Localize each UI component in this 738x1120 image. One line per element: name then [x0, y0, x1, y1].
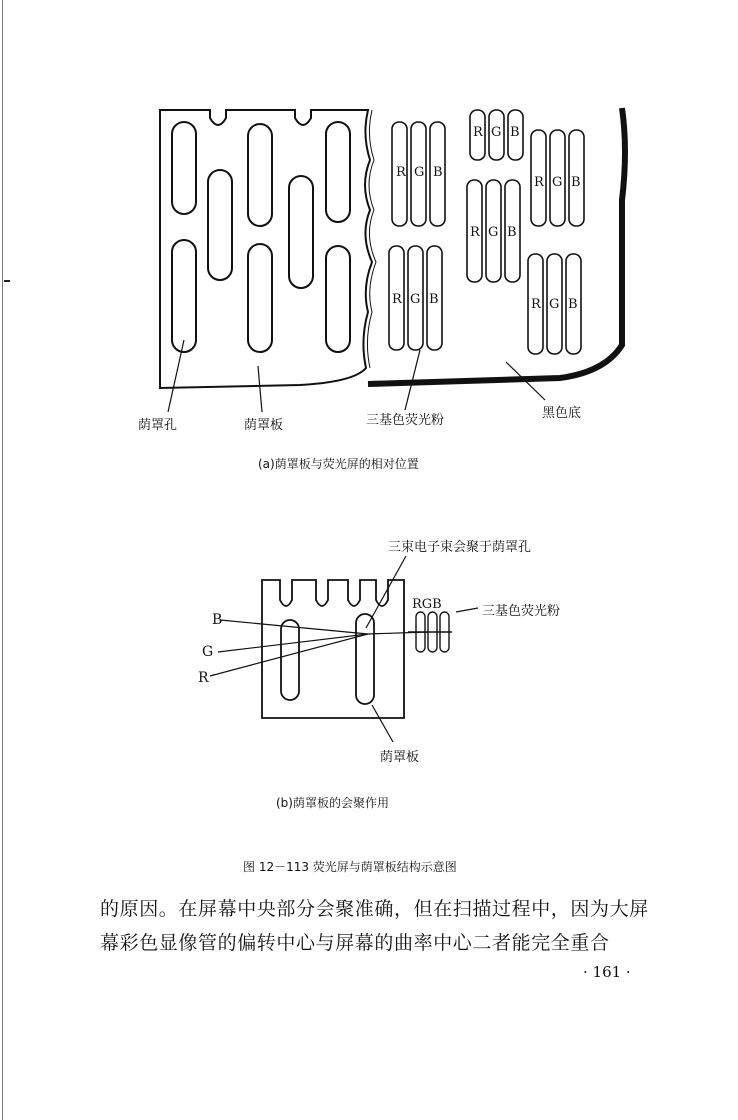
- label-mask-hole: 荫罩孔: [138, 418, 178, 433]
- page-number: · 161 ·: [583, 963, 631, 981]
- body-text-line: 的原因。在屏幕中央部分会聚准确，但在扫描过程中，因为大屏: [100, 898, 649, 920]
- triad-letter-r: R: [470, 225, 480, 240]
- triad-letter-g: G: [414, 165, 425, 180]
- leader-phosphor-b: [456, 608, 478, 612]
- triad-label-rgb: RGB: [412, 597, 442, 612]
- leader-mask-plate-b: [372, 705, 393, 742]
- mask-hole: [172, 122, 196, 214]
- triad-letter-g: G: [488, 225, 499, 240]
- label-mask-plate: 荫罩板: [244, 418, 284, 433]
- label-convergence: 三束电子束会聚于荫罩孔: [388, 540, 532, 555]
- triad-letter-b: B: [571, 175, 581, 190]
- beam-label-b: B: [212, 612, 223, 628]
- triad-letter-g: G: [491, 125, 502, 140]
- beam-b-line: [220, 620, 368, 634]
- mask-hole-b: [281, 620, 299, 700]
- triad-letter-b: B: [507, 225, 517, 240]
- mask-hole: [172, 240, 196, 352]
- triad-letter-b: B: [510, 125, 520, 140]
- beam-r-line: [210, 634, 368, 676]
- triad-letter-r: R: [531, 297, 541, 312]
- label-black-base: 黑色底: [542, 406, 582, 421]
- mask-hole: [208, 170, 232, 280]
- label-phosphor-b: 三基色荧光粉: [482, 604, 561, 619]
- mask-hole: [248, 124, 272, 226]
- triad-letter-g: G: [410, 292, 421, 307]
- leader-mask-plate: [258, 366, 262, 412]
- label-mask-plate-b: 荫罩板: [380, 750, 420, 765]
- triad-letter-g: G: [549, 297, 560, 312]
- mask-hole: [326, 122, 350, 222]
- triad-letter-b: B: [568, 297, 578, 312]
- leader-convergence: [366, 556, 406, 628]
- mask-hole: [289, 176, 313, 288]
- mask-hole-b: [356, 614, 374, 704]
- triad-letter-r: R: [392, 292, 402, 307]
- triad-letter-r: R: [534, 175, 544, 190]
- leader-mask-hole: [168, 340, 184, 412]
- beam-g-line: [218, 634, 368, 652]
- mask-plate-outline: [160, 110, 372, 388]
- mask-hole: [326, 246, 350, 352]
- triad-letter-b: B: [429, 292, 439, 307]
- mask-hole: [248, 244, 272, 352]
- triad-letter-r: R: [473, 125, 483, 140]
- caption-figure-b: (b)荫罩板的会聚作用: [276, 796, 389, 810]
- label-phosphor: 三基色荧光粉: [366, 413, 445, 428]
- mask-plate-torn-edge: [367, 110, 376, 368]
- body-text-line: 幕彩色显像管的偏转中心与屏幕的曲率中心二者能完全重合: [100, 932, 610, 954]
- figure-caption: 图 12－113 荧光屏与荫罩板结构示意图: [243, 860, 457, 874]
- caption-figure-a: (a)荫罩板与荧光屏的相对位置: [258, 457, 419, 471]
- beam-label-g: G: [202, 644, 214, 660]
- triad-letter-r: R: [396, 165, 406, 180]
- triad-letter-b: B: [433, 165, 443, 180]
- beam-label-r: R: [198, 670, 209, 686]
- beam-converge-line: [368, 632, 428, 634]
- triad-letter-g: G: [552, 175, 563, 190]
